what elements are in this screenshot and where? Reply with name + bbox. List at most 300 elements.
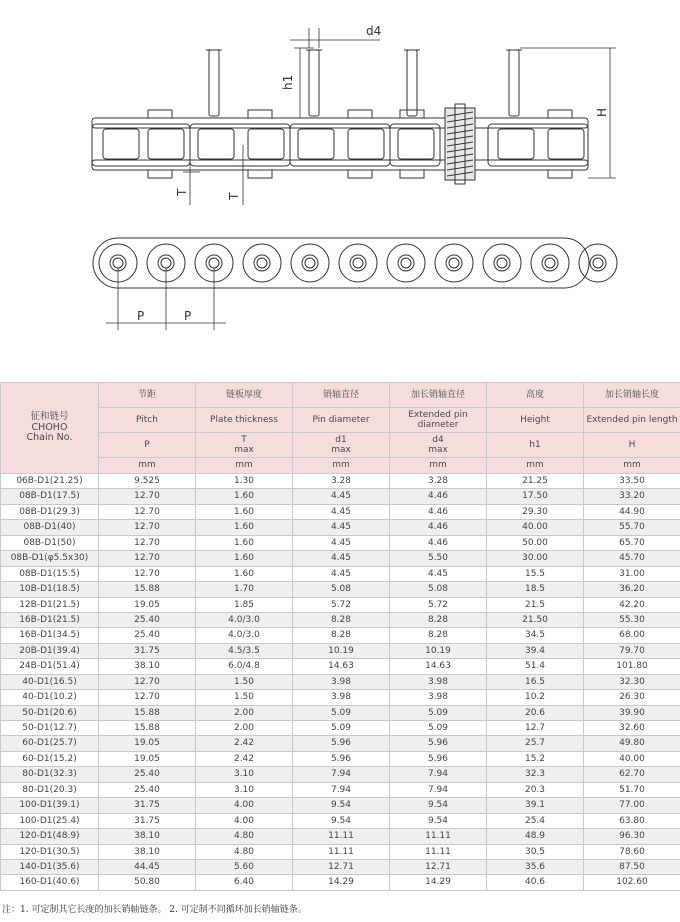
- table-row: [1, 875, 680, 890]
- chain-model-cell: 50-D1(20.6): [1, 705, 99, 720]
- value-cell: 1.50: [196, 690, 293, 705]
- value-cell: 1.60: [196, 551, 293, 566]
- table-row: [1, 859, 680, 874]
- chain-model-cell: 80-D1(20.3): [1, 782, 99, 797]
- value-cell: 4.46: [390, 504, 487, 519]
- value-cell: 5.96: [293, 736, 390, 751]
- value-cell: 102.60: [584, 875, 680, 890]
- pin-hole: [350, 255, 366, 271]
- value-cell: 11.11: [390, 829, 487, 844]
- dim-label-T-outer: T: [175, 188, 189, 196]
- chain-model-cell: 50-D1(12.7): [1, 721, 99, 736]
- value-cell: 5.96: [293, 751, 390, 766]
- pin-hole: [494, 255, 510, 271]
- value-cell: 14.29: [390, 875, 487, 890]
- upper-plate-band: [92, 118, 588, 128]
- link-plate-end: [435, 244, 473, 282]
- roller: [548, 129, 584, 159]
- value-cell: 38.10: [99, 659, 196, 674]
- value-cell: 12.70: [99, 566, 196, 581]
- value-cell: 25.40: [99, 612, 196, 627]
- value-cell: 20.6: [487, 705, 584, 720]
- table-row: [1, 705, 680, 720]
- roller: [298, 129, 334, 159]
- chain-model-cell: 08B-D1(40): [1, 520, 99, 535]
- dimension-lines: [106, 28, 616, 330]
- value-cell: 2.42: [196, 751, 293, 766]
- value-cell: 51.70: [584, 782, 680, 797]
- value-cell: 9.525: [99, 474, 196, 489]
- table-row: [1, 736, 680, 751]
- pin-head: [348, 110, 372, 118]
- model-header-en: Chain No.: [26, 432, 73, 444]
- chain-model-cell: 40-D1(10.2): [1, 690, 99, 705]
- value-cell: 33.20: [584, 489, 680, 504]
- value-cell: 4.80: [196, 844, 293, 859]
- table-row: [1, 690, 680, 705]
- value-cell: 6.0/4.8: [196, 659, 293, 674]
- col-header-cn: 加长销轴直径: [390, 383, 487, 408]
- table-row: [1, 489, 680, 504]
- model-header-cn: 征和链号: [30, 410, 69, 422]
- col-header-symbol: P: [99, 433, 196, 458]
- value-cell: 4.45: [293, 535, 390, 550]
- value-cell: 49.80: [584, 736, 680, 751]
- value-cell: 4.46: [390, 489, 487, 504]
- table-row: [1, 612, 680, 627]
- value-cell: 4.00: [196, 798, 293, 813]
- value-cell: 5.09: [293, 705, 390, 720]
- col-header-en: Pin diameter: [293, 408, 390, 433]
- table-row: [1, 751, 680, 766]
- chain-model-cell: 100-D1(39.1): [1, 798, 99, 813]
- value-cell: 21.5: [487, 597, 584, 612]
- value-cell: 4.45: [293, 551, 390, 566]
- header-row-cn: [1, 383, 680, 408]
- pin-center: [449, 258, 459, 268]
- chain-model-cell: 08B-D1(15.5): [1, 566, 99, 581]
- value-cell: 7.94: [293, 767, 390, 782]
- value-cell: 2.42: [196, 736, 293, 751]
- value-cell: 4.00: [196, 813, 293, 828]
- pin-center: [497, 258, 507, 268]
- value-cell: 15.88: [99, 721, 196, 736]
- roller: [248, 129, 284, 159]
- value-cell: 5.50: [390, 551, 487, 566]
- table-row: [1, 535, 680, 550]
- value-cell: 3.28: [390, 474, 487, 489]
- chain-top-view: [93, 238, 617, 288]
- pin-head: [148, 110, 172, 118]
- pin-tail: [148, 170, 172, 178]
- value-cell: 12.70: [99, 674, 196, 689]
- value-cell: 32.3: [487, 767, 584, 782]
- header-row-unit: [1, 458, 680, 474]
- value-cell: 9.54: [293, 798, 390, 813]
- value-cell: 30.5: [487, 844, 584, 859]
- value-cell: 10.19: [293, 643, 390, 658]
- value-cell: 38.10: [99, 844, 196, 859]
- col-header-symbol: d1 max: [293, 433, 390, 458]
- value-cell: 6.40: [196, 875, 293, 890]
- value-cell: 4.80: [196, 829, 293, 844]
- value-cell: 15.5: [487, 566, 584, 581]
- value-cell: 4.5/3.5: [196, 643, 293, 658]
- value-cell: 48.9: [487, 829, 584, 844]
- value-cell: 4.46: [390, 520, 487, 535]
- value-cell: 10.2: [487, 690, 584, 705]
- value-cell: 68.00: [584, 628, 680, 643]
- value-cell: 35.6: [487, 859, 584, 874]
- col-header-en: Pitch: [99, 408, 196, 433]
- model-header-brand: CHOHO: [31, 421, 68, 433]
- value-cell: 25.7: [487, 736, 584, 751]
- pin-tail: [548, 170, 572, 178]
- table-row: [1, 767, 680, 782]
- value-cell: 32.60: [584, 721, 680, 736]
- value-cell: 101.80: [584, 659, 680, 674]
- value-cell: 1.60: [196, 520, 293, 535]
- table-row: [1, 474, 680, 489]
- value-cell: 26.30: [584, 690, 680, 705]
- value-cell: 3.98: [293, 690, 390, 705]
- chain-model-cell: 16B-D1(34.5): [1, 628, 99, 643]
- value-cell: 1.85: [196, 597, 293, 612]
- value-cell: 17.50: [487, 489, 584, 504]
- value-cell: 31.75: [99, 798, 196, 813]
- value-cell: 5.09: [390, 705, 487, 720]
- dim-label-P-2: P: [184, 309, 192, 323]
- col-header-unit: mm: [584, 458, 680, 474]
- table-row: [1, 782, 680, 797]
- value-cell: 21.50: [487, 612, 584, 627]
- value-cell: 12.70: [99, 520, 196, 535]
- chain-spec-table: [0, 382, 680, 891]
- chain-model-cell: 06B-D1(21.25): [1, 474, 99, 489]
- pin-hole: [254, 255, 270, 271]
- value-cell: 5.08: [390, 582, 487, 597]
- chain-model-cell: 24B-D1(51.4): [1, 659, 99, 674]
- roller: [498, 129, 534, 159]
- value-cell: 3.10: [196, 782, 293, 797]
- pin-head: [248, 110, 272, 118]
- value-cell: 2.00: [196, 721, 293, 736]
- extended-pin: [309, 50, 319, 116]
- col-header-en: Plate thickness: [196, 408, 293, 433]
- value-cell: 33.50: [584, 474, 680, 489]
- dim-label-d4: d4: [366, 24, 382, 38]
- value-cell: 8.28: [390, 612, 487, 627]
- value-cell: 14.29: [293, 875, 390, 890]
- value-cell: 5.08: [293, 582, 390, 597]
- link-plate-end: [291, 244, 329, 282]
- table-row: [1, 628, 680, 643]
- chain-outline: [93, 238, 589, 288]
- pin-hole: [446, 255, 462, 271]
- roller: [398, 129, 434, 159]
- header-row-symbol: [1, 433, 680, 458]
- pin-center: [257, 258, 267, 268]
- table-row: [1, 582, 680, 597]
- value-cell: 87.50: [584, 859, 680, 874]
- pin-hole: [302, 255, 318, 271]
- value-cell: 12.70: [99, 535, 196, 550]
- chain-model-cell: 08B-D1(17.5): [1, 489, 99, 504]
- value-cell: 25.40: [99, 767, 196, 782]
- chain-model-cell: 100-D1(25.4): [1, 813, 99, 828]
- value-cell: 55.30: [584, 612, 680, 627]
- link-plate-end: [387, 244, 425, 282]
- value-cell: 4.46: [390, 535, 487, 550]
- table-row: [1, 551, 680, 566]
- value-cell: 9.54: [390, 813, 487, 828]
- value-cell: 8.28: [390, 628, 487, 643]
- value-cell: 1.60: [196, 504, 293, 519]
- chain-model-cell: 10B-D1(18.5): [1, 582, 99, 597]
- roller: [148, 129, 184, 159]
- value-cell: 4.45: [293, 566, 390, 581]
- col-header-en: Extended pin length: [584, 408, 680, 433]
- value-cell: 5.96: [390, 751, 487, 766]
- col-header-unit: mm: [196, 458, 293, 474]
- value-cell: 39.90: [584, 705, 680, 720]
- value-cell: 25.4: [487, 813, 584, 828]
- table-row: [1, 844, 680, 859]
- chain-technical-drawing: [0, 0, 680, 380]
- col-header-unit: mm: [487, 458, 584, 474]
- chain-model-cell: 20B-D1(39.4): [1, 643, 99, 658]
- col-header-cn: 链板厚度: [196, 383, 293, 408]
- value-cell: 3.28: [293, 474, 390, 489]
- extended-pin: [209, 50, 219, 116]
- value-cell: 3.10: [196, 767, 293, 782]
- value-cell: 12.70: [99, 504, 196, 519]
- value-cell: 40.00: [487, 520, 584, 535]
- value-cell: 5.60: [196, 859, 293, 874]
- pin-center: [305, 258, 315, 268]
- value-cell: 1.30: [196, 474, 293, 489]
- value-cell: 55.70: [584, 520, 680, 535]
- value-cell: 20.3: [487, 782, 584, 797]
- chain-model-cell: 08B-D1(29.3): [1, 504, 99, 519]
- value-cell: 8.28: [293, 612, 390, 627]
- value-cell: 8.28: [293, 628, 390, 643]
- value-cell: 18.5: [487, 582, 584, 597]
- col-header-symbol: T max: [196, 433, 293, 458]
- value-cell: 3.98: [293, 674, 390, 689]
- chain-model-cell: 40-D1(16.5): [1, 674, 99, 689]
- col-header-symbol: H: [584, 433, 680, 458]
- col-header-cn: 高度: [487, 383, 584, 408]
- link-plate-end: [579, 244, 617, 282]
- value-cell: 10.19: [390, 643, 487, 658]
- value-cell: 7.94: [390, 782, 487, 797]
- col-header-en: Extended pin diameter: [390, 408, 487, 433]
- col-header-unit: mm: [293, 458, 390, 474]
- pin-tail: [348, 170, 372, 178]
- value-cell: 2.00: [196, 705, 293, 720]
- col-header-cn: 节距: [99, 383, 196, 408]
- value-cell: 5.96: [390, 736, 487, 751]
- extended-pin: [509, 50, 519, 116]
- value-cell: 34.5: [487, 628, 584, 643]
- col-header-en: Height: [487, 408, 584, 433]
- value-cell: 1.60: [196, 535, 293, 550]
- value-cell: 14.63: [390, 659, 487, 674]
- value-cell: 31.75: [99, 813, 196, 828]
- value-cell: 1.60: [196, 489, 293, 504]
- link-plate-end: [243, 244, 281, 282]
- dim-label-H: H: [595, 107, 609, 117]
- chain-model-cell: 80-D1(32.3): [1, 767, 99, 782]
- pin-hole: [590, 255, 606, 271]
- lower-plate-band: [92, 160, 588, 170]
- value-cell: 44.90: [584, 504, 680, 519]
- pin-hole: [398, 255, 414, 271]
- value-cell: 12.71: [390, 859, 487, 874]
- table-row: [1, 520, 680, 535]
- table-body: [1, 474, 680, 891]
- roller: [348, 129, 384, 159]
- table-row: [1, 597, 680, 612]
- value-cell: 63.80: [584, 813, 680, 828]
- chain-model-cell: 08B-D1(50): [1, 535, 99, 550]
- value-cell: 65.70: [584, 535, 680, 550]
- value-cell: 50.00: [487, 535, 584, 550]
- value-cell: 12.7: [487, 721, 584, 736]
- table-row: [1, 566, 680, 581]
- value-cell: 12.70: [99, 551, 196, 566]
- value-cell: 14.63: [293, 659, 390, 674]
- chain-model-cell: 140-D1(35.6): [1, 859, 99, 874]
- value-cell: 32.30: [584, 674, 680, 689]
- value-cell: 25.40: [99, 782, 196, 797]
- dim-label-P-1: P: [137, 309, 145, 323]
- dim-label-T-inner: T: [227, 192, 241, 200]
- value-cell: 39.4: [487, 643, 584, 658]
- value-cell: 5.09: [293, 721, 390, 736]
- value-cell: 40.6: [487, 875, 584, 890]
- value-cell: 39.1: [487, 798, 584, 813]
- value-cell: 9.54: [293, 813, 390, 828]
- col-header-symbol: d4 max: [390, 433, 487, 458]
- table-row: [1, 674, 680, 689]
- chain-model-cell: 08B-D1(φ5.5x30): [1, 551, 99, 566]
- value-cell: 5.09: [390, 721, 487, 736]
- col-header-unit: mm: [390, 458, 487, 474]
- value-cell: 11.11: [293, 829, 390, 844]
- value-cell: 21.25: [487, 474, 584, 489]
- value-cell: 62.70: [584, 767, 680, 782]
- roller: [103, 129, 139, 159]
- value-cell: 16.5: [487, 674, 584, 689]
- pin-hole: [542, 255, 558, 271]
- value-cell: 12.70: [99, 690, 196, 705]
- link-plate-end: [339, 244, 377, 282]
- value-cell: 9.54: [390, 798, 487, 813]
- table-row: [1, 504, 680, 519]
- pin-tail: [248, 170, 272, 178]
- value-cell: 19.05: [99, 597, 196, 612]
- value-cell: 79.70: [584, 643, 680, 658]
- pin-center: [353, 258, 363, 268]
- value-cell: 36.20: [584, 582, 680, 597]
- chain-model-cell: 16B-D1(21.5): [1, 612, 99, 627]
- col-header-unit: mm: [99, 458, 196, 474]
- value-cell: 78.60: [584, 844, 680, 859]
- value-cell: 4.0/3.0: [196, 628, 293, 643]
- roller: [198, 129, 234, 159]
- table-row: [1, 798, 680, 813]
- footnote: 注：1. 可定制其它长度的加长销轴链条。 2. 可定制不同循环加长销轴链条。: [2, 905, 307, 915]
- pin-head: [400, 110, 424, 118]
- value-cell: 4.45: [293, 504, 390, 519]
- value-cell: 12.70: [99, 489, 196, 504]
- value-cell: 44.45: [99, 859, 196, 874]
- chain-side-view: [92, 50, 588, 184]
- value-cell: 1.50: [196, 674, 293, 689]
- value-cell: 31.75: [99, 643, 196, 658]
- value-cell: 25.40: [99, 628, 196, 643]
- value-cell: 11.11: [390, 844, 487, 859]
- col-header-symbol: h1: [487, 433, 584, 458]
- chain-model-cell: 160-D1(40.6): [1, 875, 99, 890]
- model-header-cell: [1, 383, 99, 474]
- table-row: [1, 659, 680, 674]
- pin-head: [548, 110, 572, 118]
- value-cell: 7.94: [390, 767, 487, 782]
- value-cell: 38.10: [99, 829, 196, 844]
- value-cell: 4.0/3.0: [196, 612, 293, 627]
- value-cell: 29.30: [487, 504, 584, 519]
- extended-pin: [407, 50, 417, 116]
- chain-model-cell: 60-D1(25.7): [1, 736, 99, 751]
- table-row: [1, 813, 680, 828]
- value-cell: 3.98: [390, 674, 487, 689]
- pin-center: [545, 258, 555, 268]
- value-cell: 4.45: [390, 566, 487, 581]
- value-cell: 3.98: [390, 690, 487, 705]
- value-cell: 15.88: [99, 705, 196, 720]
- table-row: [1, 721, 680, 736]
- value-cell: 19.05: [99, 751, 196, 766]
- pin-center: [209, 258, 219, 268]
- value-cell: 77.00: [584, 798, 680, 813]
- value-cell: 19.05: [99, 736, 196, 751]
- value-cell: 40.00: [584, 751, 680, 766]
- value-cell: 30.00: [487, 551, 584, 566]
- value-cell: 42.20: [584, 597, 680, 612]
- value-cell: 7.94: [293, 782, 390, 797]
- chain-model-cell: 120-D1(48.9): [1, 829, 99, 844]
- col-header-cn: 加长销轴长度: [584, 383, 680, 408]
- value-cell: 51.4: [487, 659, 584, 674]
- pin-center: [401, 258, 411, 268]
- value-cell: 4.45: [293, 520, 390, 535]
- value-cell: 15.2: [487, 751, 584, 766]
- value-cell: 45.70: [584, 551, 680, 566]
- value-cell: 5.72: [293, 597, 390, 612]
- dim-label-h1: h1: [281, 74, 295, 90]
- chain-model-cell: 120-D1(30.5): [1, 844, 99, 859]
- pin-center: [161, 258, 171, 268]
- value-cell: 50.80: [99, 875, 196, 890]
- value-cell: 1.70: [196, 582, 293, 597]
- pin-center: [593, 258, 603, 268]
- table-row: [1, 829, 680, 844]
- value-cell: 31.00: [584, 566, 680, 581]
- pin-center: [113, 258, 123, 268]
